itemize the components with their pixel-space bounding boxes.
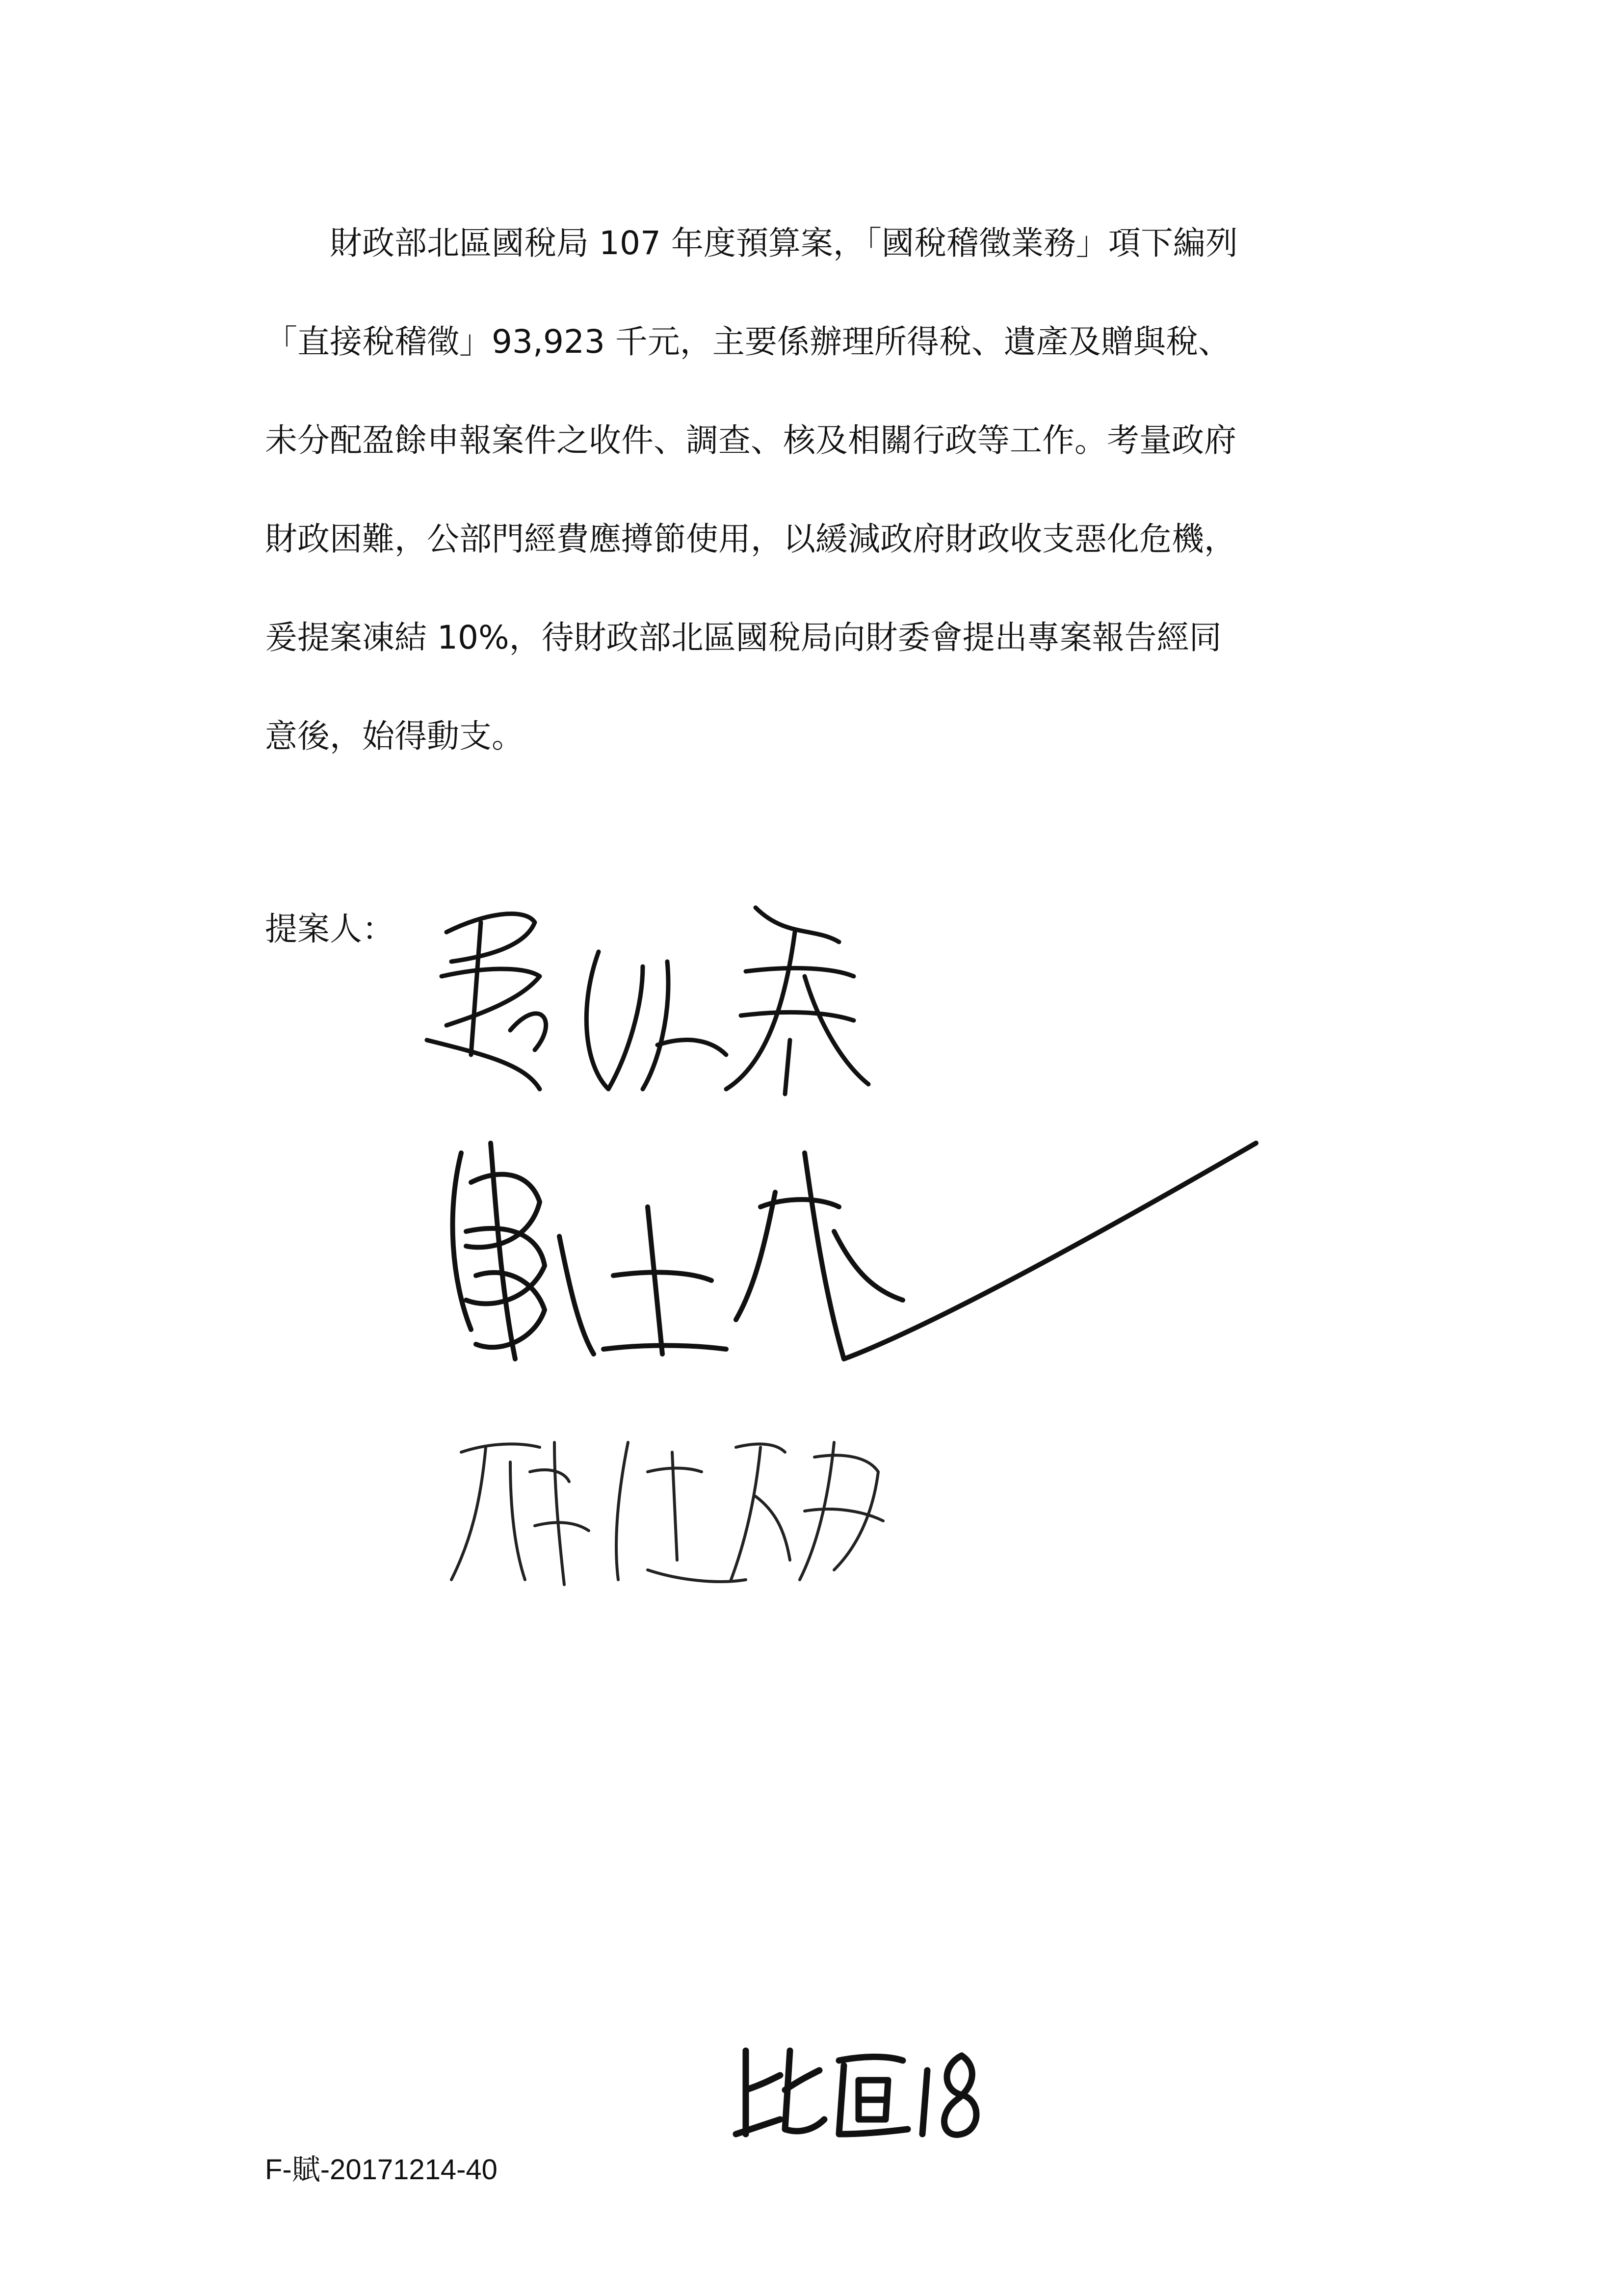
body-line: 財政困難，公部門經費應撙節使用，以緩減政府財政收支惡化危機，	[265, 520, 1236, 558]
body-line: 財政部北區國稅局 107 年度預算案，「國稅稽徵業務」項下編列	[330, 224, 1238, 262]
handwritten-signature-1	[412, 878, 903, 1114]
body-line: 「直接稅稽徵」93,923 千元，主要係辦理所得稅、遺產及贈與稅、	[265, 323, 1231, 361]
body-line: 未分配盈餘申報案件之收件、調查、核及相關行政等工作。考量政府	[265, 421, 1236, 459]
proposal-body	[265, 194, 1403, 785]
page-mark	[731, 2036, 986, 2146]
body-line: 意後，始得動支。	[265, 717, 524, 755]
proposer-label: 提案人：	[265, 910, 394, 948]
handwritten-signature-2	[432, 1123, 1266, 1379]
document-code: F-賦-20171214-40	[265, 2154, 498, 2186]
handwritten-signature-3	[442, 1413, 922, 1599]
body-line: 爰提案凍結 10%，待財政部北區國稅局向財委會提出專案報告經同	[265, 619, 1222, 656]
